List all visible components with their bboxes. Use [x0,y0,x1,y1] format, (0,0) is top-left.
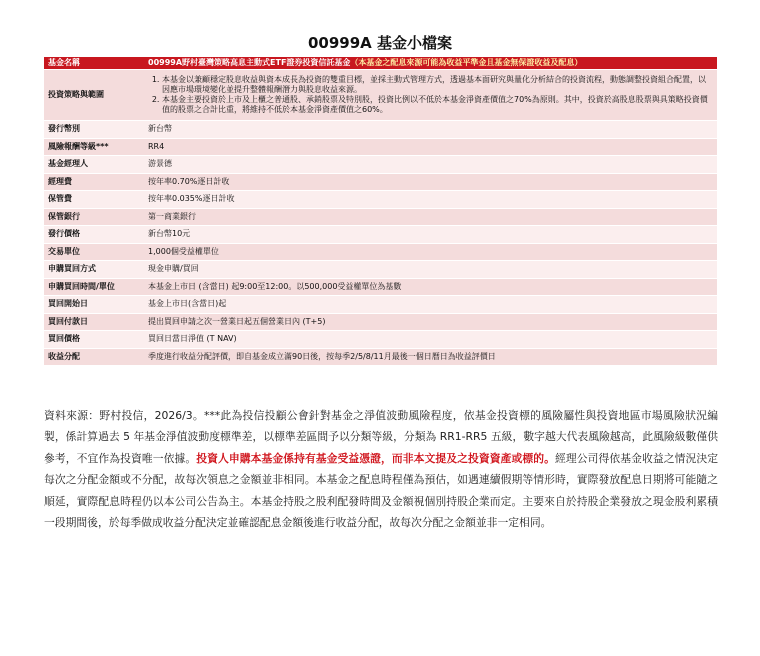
table-row [44,331,717,349]
table-row [44,348,717,366]
row-value: 買回日當日淨值 (T NAV) [144,331,717,349]
table-row [44,208,717,226]
row-value: 按年率0.70%逐日計收 [144,173,717,191]
table-header-row [44,57,717,70]
table-row [44,226,717,244]
table-row [44,261,717,279]
strategy-list [148,75,713,115]
row-label: 買回開始日 [44,296,144,314]
row-label: 保管費 [44,191,144,209]
fund-name-value [144,57,717,70]
table-row [44,173,717,191]
row-value: 第一商業銀行 [144,208,717,226]
row-label: 買回價格 [44,331,144,349]
row-label: 申購買回方式 [44,261,144,279]
table-row [44,296,717,314]
strategy-label: 投資策略與範圍 [44,70,144,121]
row-label: 基金經理人 [44,156,144,174]
fund-rows [44,121,717,366]
footnote-text: 經理公司得依基金收益之情況決定每次之分配金額或不分配，故每次領息之金額並非相同。本基金之配息時程僅為預估，如遇連續假期等情形時，實際發放配息日期將可能隨之順延，實際配息時程仍以本公司公告為主。本基金持股之股利配發時間及金額視個別持股企業而定。主要來自於持股企業發放之現金股利累積一段期間後，於每季做成收益分配決定並確認配息金額後進行收益分配，故每次分配之金額並非一定相同。 [44,451,719,530]
row-value: RR4 [144,138,717,156]
row-value: 現金申購/買回 [144,261,717,279]
row-label: 經理費 [44,173,144,191]
row-label: 發行幣別 [44,121,144,139]
row-label: 收益分配 [44,348,144,366]
row-label: 交易單位 [44,243,144,261]
row-value: 本基金上市日 (含當日) 起9:00至12:00。以500,000受益權單位為基數 [144,278,717,296]
table-row [44,243,717,261]
fund-info-table [44,57,717,366]
table-row [44,313,717,331]
strategy-value [144,70,717,121]
table-row [44,121,717,139]
row-label: 風險報酬等級*** [44,138,144,156]
page-title: 00999A 基金小檔案 [307,34,453,52]
table-row [44,156,717,174]
row-value: 新台幣10元 [144,226,717,244]
fund-name-label: 基金名稱 [44,57,144,70]
strategy-item: 2. 本基金主要投資於上市及上櫃之普通股、承銷股票及特別股，投資比例以不低於本基金淨資產價值之70%為原則。其中，投資於高股息股票與具策略投資價值的股票之合計比重，將維持不低於本基金淨資產價值之60%。 [162,95,713,115]
strategy-item: 1. 本基金以兼顧穩定股息收益與資本成長為投資的雙重目標，並採主動式管理方式，透過基本面研究與量化分析結合的投資流程，動態調整投資組合配置，以因應市場環境變化並提升整體報酬潛力與股息收益來源。 [162,75,713,95]
row-value: 季度進行收益分配評價，即自基金成立滿90日後，按每季2/5/8/11月最後一個日曆日為收益評價日 [144,348,717,366]
dividend-warning: （本基金之配息來源可能為收益平準金且基金無保證收益及配息） [350,58,583,67]
footnote-text: 資料來源：野村投信，2026/3。***此為投信投顧公會針對基金之淨值波動風險程度，依基金投資標的風險屬性與投資地區市場風險狀況編製，係計算過去 5 年基金淨值波動度標準差，以標準差區間予以分類等級，分類為 RR1-RR5 五級，數字越大代表風險越高，此風險級數僅供參考，不宜作為投資唯一依據。 [44,409,718,465]
table-row [44,191,717,209]
row-label: 買回付款日 [44,313,144,331]
row-label: 申購買回時間/單位 [44,278,144,296]
row-label: 保管銀行 [44,208,144,226]
row-value: 按年率0.035%逐日計收 [144,191,717,209]
disclaimer-footnote [44,405,718,533]
row-value: 基金上市日(含當日)起 [144,296,717,314]
row-value: 游景德 [144,156,717,174]
table-row [44,70,717,121]
fund-name-text: 00999A野村臺灣策略高息主動式ETF證券投資信託基金 [148,58,351,67]
row-value: 1,000個受益權單位 [144,243,717,261]
table-row [44,138,717,156]
table-row [44,278,717,296]
row-label: 發行價格 [44,226,144,244]
row-value: 新台幣 [144,121,717,139]
row-value: 提出買回申請之次一營業日起五個營業日內 (T+5) [144,313,717,331]
footnote-highlight: 投資人申購本基金係持有基金受益憑證，而非本文提及之投資資產或標的。 [196,451,555,465]
